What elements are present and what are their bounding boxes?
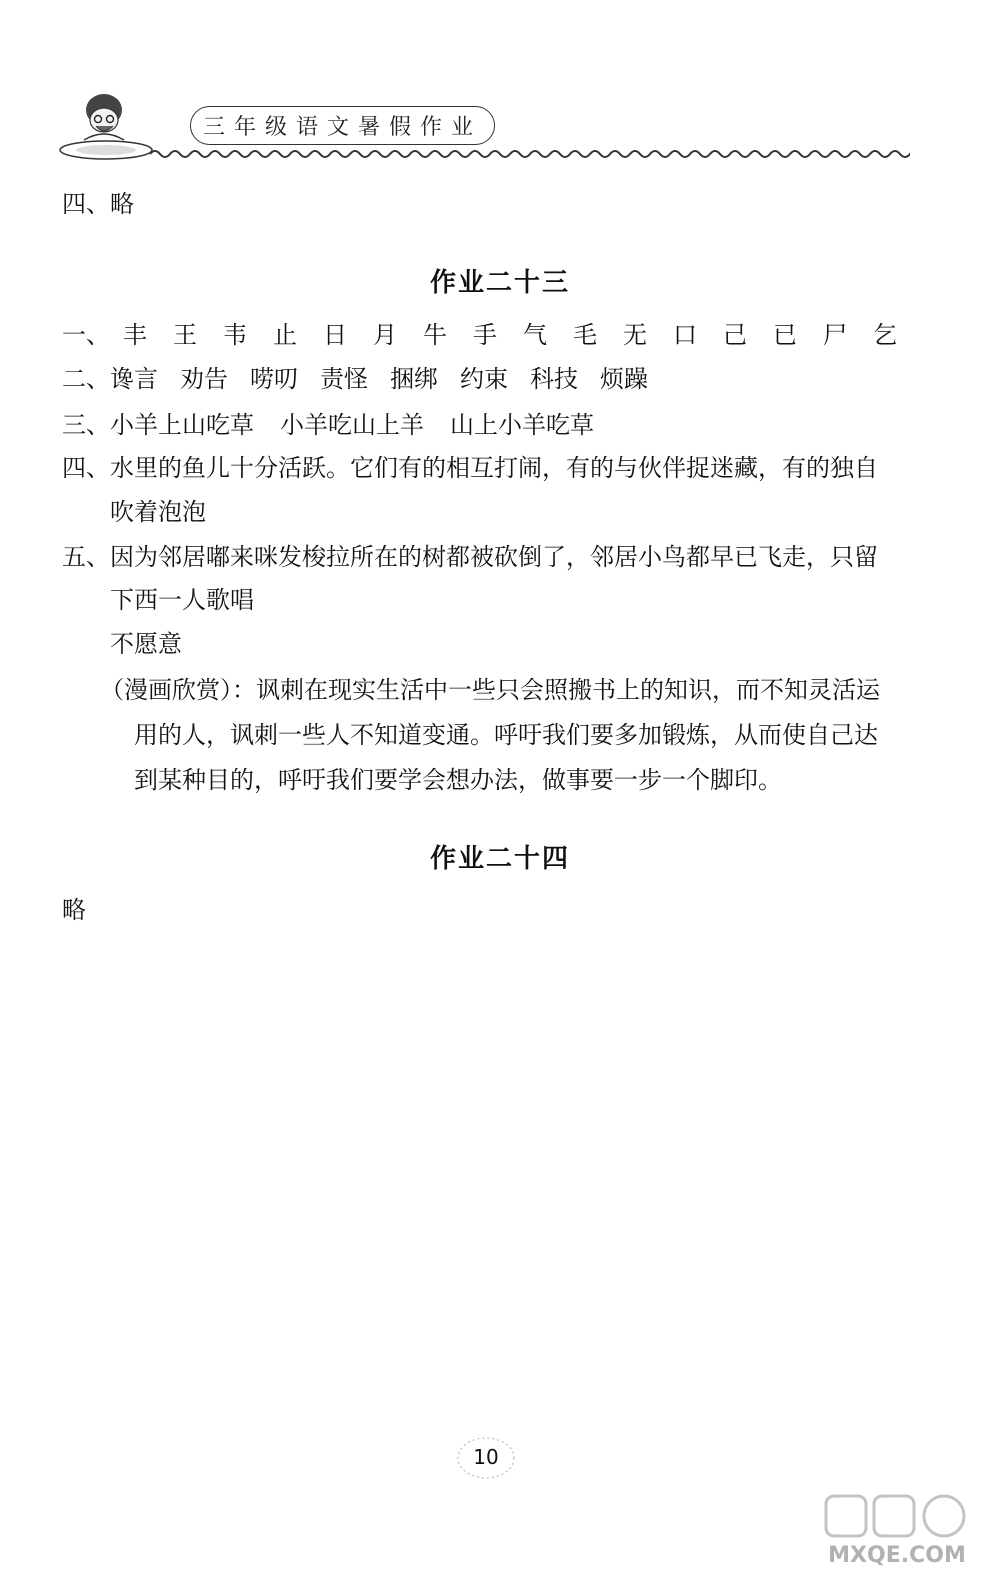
answer-q4-line1 [62, 448, 878, 483]
q4-prefix: 四、 [62, 454, 110, 482]
answer-q5-line3: 不愿意 [110, 630, 182, 658]
watermark-logo [822, 1492, 972, 1572]
q2-word: 捆绑 [390, 365, 438, 393]
comic-appreciation-line1: （漫画欣赏）：讽刺在现实生活中一些只会照搬书上的知识，而不知灵活运 [100, 676, 880, 704]
page-number-badge [455, 1435, 517, 1481]
q1-char: 尸 [823, 321, 847, 349]
q2-word: 谗言 [110, 365, 158, 393]
comic-appreciation-line2: 用的人，讽刺一些人不知道变通。呼吁我们要多加锻炼，从而使自己达 [134, 721, 878, 749]
q2-word: 约束 [460, 365, 508, 393]
q2-words [110, 365, 670, 393]
q2-word: 科技 [530, 365, 578, 393]
answer-q4-line2: 吹着泡泡 [110, 498, 206, 526]
header-wavy-rule [150, 148, 910, 160]
top-answer-line: 四、略 [62, 190, 134, 218]
q3-sentence: 小羊上山吃草 [110, 411, 254, 439]
mascot-illustration [58, 88, 154, 164]
q1-char: 气 [523, 321, 547, 349]
q1-char: 止 [273, 321, 297, 349]
q2-prefix: 二、 [62, 365, 110, 393]
answer-q1 [62, 315, 910, 350]
q1-char: 已 [773, 321, 797, 349]
q3-sentences [110, 411, 620, 439]
q1-prefix: 一、 [62, 321, 110, 349]
page-number: 10 [473, 1445, 499, 1469]
q5-prefix: 五、 [62, 543, 110, 571]
q3-sentence: 小羊吃山上羊 [280, 411, 424, 439]
section-24-body: 略 [62, 896, 86, 924]
q1-char: 乞 [873, 321, 897, 349]
comic-appreciation-line3: 到某种目的，呼吁我们要学会想办法，做事要一步一个脚印。 [134, 766, 782, 794]
q1-char: 口 [673, 321, 697, 349]
q1-char: 己 [723, 321, 747, 349]
q1-char: 日 [323, 321, 347, 349]
q3-prefix: 三、 [62, 411, 110, 439]
q1-char: 手 [473, 321, 497, 349]
q1-chars [110, 321, 910, 349]
q2-word: 唠叨 [250, 365, 298, 393]
header-title: 三年级语文暑假作业 [190, 106, 495, 145]
q1-char: 王 [173, 321, 197, 349]
q2-word: 责怪 [320, 365, 368, 393]
q4-text-1: 水里的鱼儿十分活跃。它们有的相互打闹，有的与伙伴捉迷藏，有的独自 [110, 454, 878, 482]
section-title-24: 作业二十四 [429, 844, 570, 874]
q3-sentence: 山上小羊吃草 [450, 411, 594, 439]
q5-text-1: 因为邻居嘟来咪发梭拉所在的树都被砍倒了，邻居小鸟都早已飞走，只留 [110, 543, 878, 571]
q2-word: 劝告 [180, 365, 228, 393]
q1-char: 韦 [223, 321, 247, 349]
q1-char: 月 [373, 321, 397, 349]
q1-char: 毛 [573, 321, 597, 349]
watermark-text: MXQE.COM [828, 1543, 966, 1568]
q1-char: 丰 [123, 321, 147, 349]
page-header [50, 88, 910, 168]
answer-q5-line1 [62, 537, 878, 572]
section-title-23: 作业二十三 [429, 268, 570, 298]
q1-char: 牛 [423, 321, 447, 349]
q2-word: 烦躁 [600, 365, 648, 393]
q1-char: 无 [623, 321, 647, 349]
answer-q3 [62, 405, 646, 440]
answer-q2 [62, 359, 692, 394]
answer-q5-line2: 下西一人歌唱 [110, 586, 254, 614]
